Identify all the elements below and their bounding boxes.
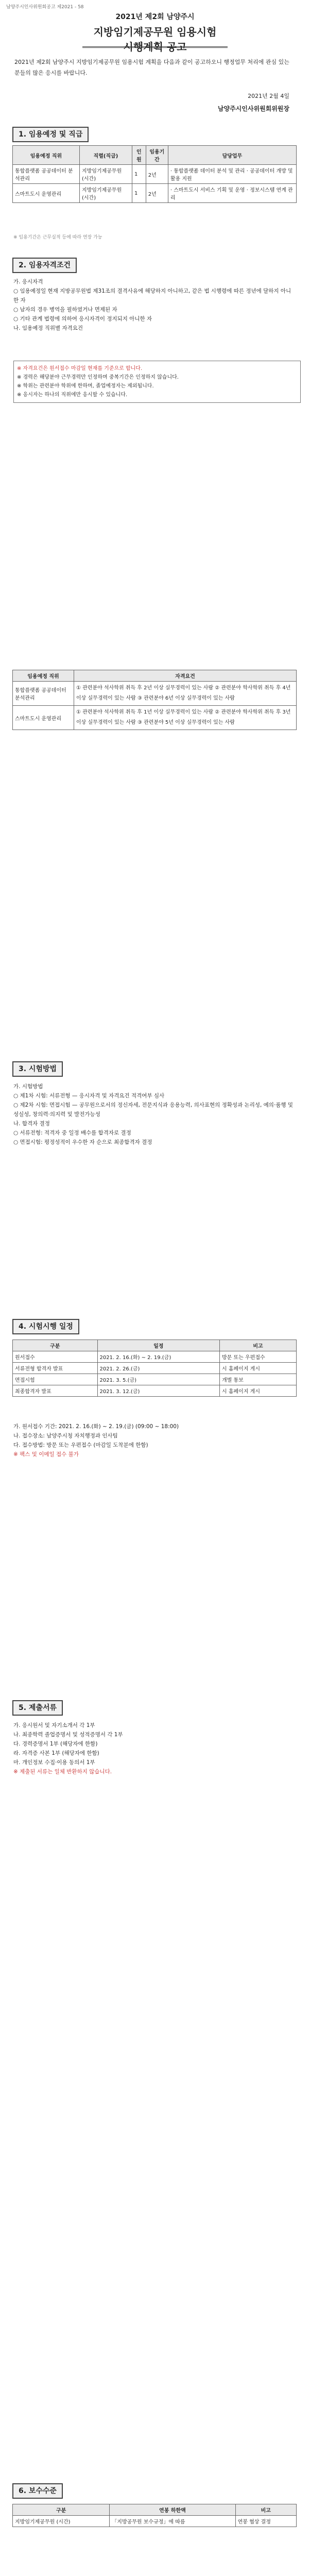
table-row	[13, 1385, 297, 1397]
position-table	[12, 145, 297, 203]
paragraph: ○ 남자의 경우 병역을 필하였거나 면제된 자	[13, 307, 117, 313]
table-row	[13, 1351, 297, 1363]
table-cell: 개별 통보	[220, 1374, 297, 1385]
paragraph: 라. 자격증 사본 1부 (해당자에 한함)	[13, 1750, 99, 1756]
table-cell: 면접시험	[13, 1374, 98, 1385]
paragraph: ○ 서류전형: 적격자 중 일정 배수를 합격자로 결정	[13, 1130, 131, 1136]
paragraph: 마. 개인정보 수집·이용 동의서 1부	[13, 1759, 95, 1766]
table-cell: 연봉 협상 결정	[235, 2516, 296, 2527]
table-cell: 2년	[146, 165, 168, 184]
paragraph: ○ 제1차 시험: 서류전형 — 응시자격 및 자격요건 적격여부 심사	[13, 1093, 165, 1099]
issuing-organization: 남양주시인사위원회위원장	[217, 105, 289, 112]
table-row	[13, 1363, 297, 1374]
notice-line: ※ 응시자는 하나의 직위에만 응시할 수 있습니다.	[17, 392, 128, 398]
table-row	[13, 184, 297, 203]
table-cell: 1	[132, 165, 146, 184]
paragraph: 다. 경력증명서 1부 (해당자에 한함)	[13, 1741, 98, 1747]
table-cell: 2021. 3. 5.(금)	[97, 1374, 220, 1385]
table-cell: 서류전형 합격자 발표	[13, 1363, 98, 1374]
table-header: 자격요건	[74, 670, 297, 682]
paragraph: 가. 응시원서 및 자기소개서 각 1부	[13, 1722, 95, 1728]
table-header: 비고	[235, 2504, 296, 2516]
paragraph: 가. 시험방법	[13, 1083, 43, 1090]
paragraph: ○ 면접시험: 평정성적이 우수한 자 순으로 최종합격자 결정	[13, 1139, 152, 1145]
table-header: 임용예정 직위	[13, 146, 80, 165]
notice-number: 남양주시인사위원회공고 제2021 - 58	[6, 5, 84, 10]
schedule-table	[12, 1340, 297, 1397]
paragraph: 나. 최종학력 졸업증명서 및 성적증명서 각 1부	[13, 1732, 123, 1738]
table-cell: · 통합플랫폼 데이터 분석 및 관리 · 공공데이터 개방 및 활용 지원	[168, 165, 296, 184]
table-cell: 「지방공무원 보수규정」에 따름	[110, 2516, 235, 2527]
table-cell: 2021. 2. 16.(화) ~ 2. 19.(금)	[97, 1351, 220, 1363]
table-cell: 스마트도시 운영관리	[13, 184, 80, 203]
table-row	[13, 165, 297, 184]
table-header: 구분	[13, 2504, 110, 2516]
table-header: 담당업무	[168, 146, 296, 165]
paragraph: 나. 합격자 결정	[13, 1121, 50, 1127]
table-cell: 스마트도시 운영관리	[13, 706, 74, 730]
paragraph: 나. 접수장소: 남양주시청 자치행정과 인사팀	[13, 1433, 118, 1439]
section-title-6: 6. 보수수준	[12, 2483, 63, 2499]
table-cell: 방문 또는 우편접수	[220, 1351, 297, 1363]
paragraph: ※ 팩스 및 이메일 접수 불가	[13, 1451, 79, 1458]
table-header: 임용예정 직위	[13, 670, 74, 682]
section-title-3: 3. 시험방법	[12, 1061, 63, 1077]
documents-text	[13, 1721, 296, 1776]
table-row	[13, 682, 297, 706]
paragraph: 가. 응시자격	[13, 279, 43, 285]
qualification-notice-box	[13, 361, 301, 403]
table-cell: 시 홈페이지 게시	[220, 1363, 297, 1374]
table-cell: 2년	[146, 184, 168, 203]
title-underline	[82, 46, 228, 48]
table-row	[13, 1374, 297, 1385]
paragraph: 나. 임용예정 직위별 자격요건	[13, 325, 83, 331]
paragraph: ※ 제출된 서류는 일체 반환하지 않습니다.	[13, 1769, 112, 1775]
table-header: 구분	[13, 1340, 98, 1351]
table-header: 연봉 하한액	[110, 2504, 235, 2516]
table-header: 인원	[132, 146, 146, 165]
section-title-4: 4. 시험시행 일정	[12, 1319, 79, 1334]
table-cell: ① 관련분야 석사학위 취득 후 1년 이상 실무경력이 있는 사람 ② 관련분야 학사학위 취득 후 3년 이상 실무경력이 있는 사람 ③ 관련분야 5년 이상 실무경력이 있는 사람	[74, 706, 297, 730]
table-cell: 2021. 3. 12.(금)	[97, 1385, 220, 1397]
paragraph: ○ 제2차 시험: 면접시험 — 공무원으로서의 정신자세, 전문지식과 응용능력, 의사표현의 정확성과 논리성, 예의·품행 및 성실성, 창의력·의지력 및 발전가능성	[13, 1102, 294, 1117]
table-cell: 통합플랫폼 공공데이터 분석관리	[13, 682, 74, 706]
table-cell: 통합플랫폼 공공데이터 분석관리	[13, 165, 80, 184]
table-cell: 지방임기제공무원 (시간)	[79, 184, 132, 203]
table-cell: 최종합격자 발표	[13, 1385, 98, 1397]
table-row	[13, 2516, 297, 2527]
table-cell: 원서접수	[13, 1351, 98, 1363]
table-cell: · 스마트도시 서비스 기획 및 운영 · 정보시스템 연계 관리	[168, 184, 296, 203]
table-header: 임용기간	[146, 146, 168, 165]
exam-method-text	[13, 1082, 296, 1147]
table-cell: 지방임기제공무원 (시간)	[79, 165, 132, 184]
notice-line: ※ 학위는 관련분야 학위에 한하며, 졸업예정자는 제외됩니다.	[17, 383, 154, 389]
salary-table	[12, 2504, 297, 2527]
issue-date: 2021년 2월 4일	[248, 93, 289, 99]
table-header: 직렬(직급)	[79, 146, 132, 165]
application-text	[13, 1422, 296, 1459]
notice-line: ※ 자격요건은 원서접수 마감일 현재를 기준으로 합니다.	[17, 366, 143, 371]
table-cell: 시 홈페이지 게시	[220, 1385, 297, 1397]
section-title-1: 1. 임용예정 및 직급	[12, 127, 89, 142]
paragraph: 다. 접수방법: 방문 또는 우편접수 (마감일 도착분에 한함)	[13, 1442, 148, 1448]
table-cell: 지방임기제공무원 (시간)	[13, 2516, 110, 2527]
paragraph: ○ 임용예정일 현재 지방공무원법 제31조의 결격사유에 해당하지 아니하고, 같은 법 시행령에 따른 정년에 달하지 아니한 자	[13, 288, 291, 303]
intro-text: 2021년 제2회 남양주시 지방임기제공무원 임용시험 계획을 다음과 같이 공고하오니 행정업무 처리에 관심 있는 분들의 많은 응시를 바랍니다.	[14, 59, 289, 76]
section-title-2: 2. 임용자격조건	[12, 258, 77, 273]
table-note: ※ 임용기간은 근무실적 등에 따라 연장 가능	[13, 235, 102, 240]
notice-line: ※ 경력은 해당분야 근무경력만 인정하며 중복기간은 인정하지 않습니다.	[17, 375, 179, 380]
qualification-text	[13, 277, 296, 333]
table-header: 일정	[97, 1340, 220, 1351]
table-cell: ① 관련분야 석사학위 취득 후 2년 이상 실무경력이 있는 사람 ② 관련분야 학사학위 취득 후 4년 이상 실무경력이 있는 사람 ③ 관련분야 6년 이상 실무경력이 있는 사람	[74, 682, 297, 706]
table-header: 비고	[220, 1340, 297, 1351]
paragraph: ○ 기타 관계 법령에 의하여 응시자격이 정지되지 아니한 자	[13, 316, 152, 322]
title-line-1: 2021년 제2회 남양주시	[115, 13, 195, 21]
table-row	[13, 706, 297, 730]
requirement-table	[12, 670, 297, 730]
table-cell: 2021. 2. 26.(금)	[97, 1363, 220, 1374]
paragraph: 가. 원서접수 기간: 2021. 2. 16.(화) ~ 2. 19.(금) (09:00 ~ 18:00)	[13, 1423, 179, 1430]
section-title-5: 5. 제출서류	[12, 1700, 63, 1716]
table-cell: 1	[132, 184, 146, 203]
title-line-2: 지방임기제공무원 임용시험 시행계획 공고	[93, 26, 217, 53]
